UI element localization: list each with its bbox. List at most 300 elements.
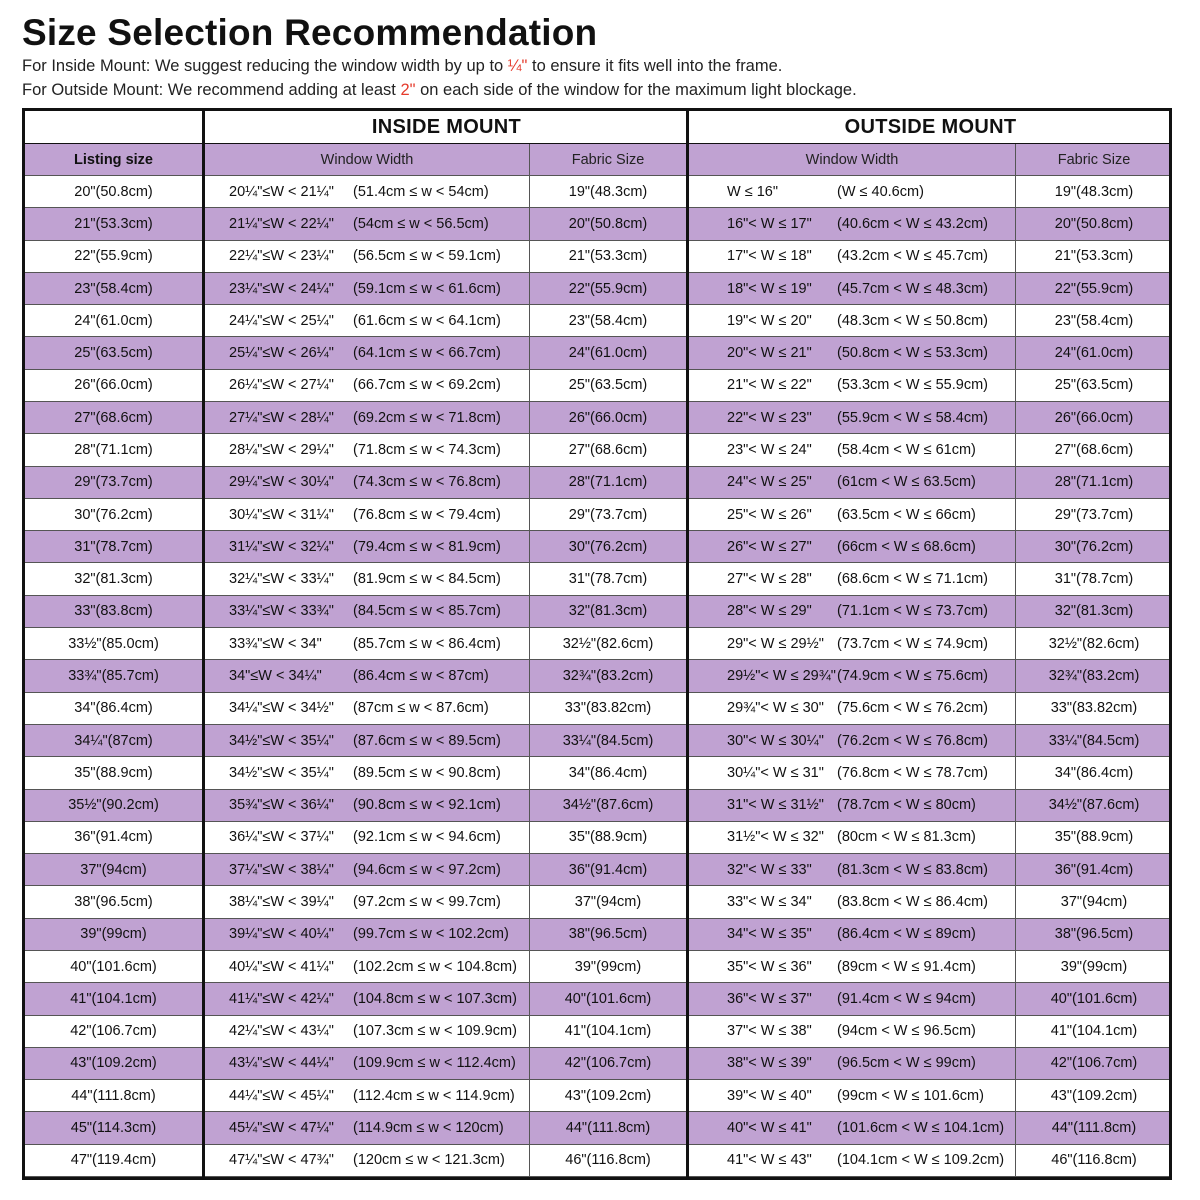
inside-fabric-size-cell: 37"(94cm): [574, 894, 642, 911]
table-row: [25, 886, 1169, 918]
listing-size-cell: 31"(78.7cm): [74, 538, 153, 555]
inside-note-text-end: to ensure it fits well into the frame.: [527, 57, 783, 75]
inside-fabric-size-cell: 19"(48.3cm): [568, 183, 648, 200]
inside-fabric-size-cell: 41"(104.1cm): [564, 1023, 652, 1040]
inside-fabric-size-cell: 32½"(82.6cm): [562, 635, 654, 652]
outside-width-cm: (78.7cm < W ≤ 80cm): [837, 797, 976, 814]
inside-window-width-cell: [205, 402, 530, 433]
listing-size-cell: 41"(104.1cm): [70, 990, 157, 1007]
outside-fabric-size-cell: 39"(99cm): [1060, 958, 1128, 975]
inside-width-cm: (85.7cm ≤ w < 86.4cm): [353, 635, 501, 652]
outside-width-inches: 37"< W ≤ 38": [727, 1023, 812, 1040]
inside-window-width-cell: [205, 208, 530, 239]
inside-fabric-size-cell: 27"(68.6cm): [568, 441, 648, 458]
inside-width-cm: (56.5cm ≤ w < 59.1cm): [353, 248, 501, 265]
inside-width-inches: 47¼"≤W < 47¾": [229, 1152, 334, 1169]
inside-fabric-size-cell: 34"(86.4cm): [568, 764, 648, 781]
inside-window-width-cell: [205, 983, 530, 1014]
inside-width-inches: 22¼"≤W < 23¼": [229, 248, 334, 265]
outside-width-cm: (61cm < W ≤ 63.5cm): [837, 474, 976, 491]
table-row: [25, 402, 1169, 434]
table-row: [25, 499, 1169, 531]
inside-width-cm: (74.3cm ≤ w < 76.8cm): [353, 474, 501, 491]
outside-width-inches: 34"< W ≤ 35": [727, 926, 812, 943]
outside-window-width-cell: [689, 208, 1016, 239]
inside-window-width-cell: [205, 563, 530, 594]
inside-width-cm: (87cm ≤ w < 87.6cm): [353, 700, 489, 717]
inside-fabric-size-cell: 43"(109.2cm): [564, 1087, 652, 1104]
listing-size-cell: 23"(58.4cm): [74, 280, 153, 297]
col-header-outside-width: Window Width: [689, 144, 1016, 175]
outside-fabric-size-cell: 46"(116.8cm): [1051, 1152, 1137, 1169]
inside-width-inches: 34"≤W < 34¼": [229, 667, 322, 684]
outside-note-text: For Outside Mount: We recommend adding at least: [22, 81, 401, 99]
outside-window-width-cell: [689, 790, 1016, 821]
outside-fabric-size-cell: 33"(83.82cm): [1050, 700, 1138, 717]
inside-window-width-cell: [205, 919, 530, 950]
listing-size-cell: 39"(99cm): [80, 926, 147, 943]
outside-fabric-size-cell: 27"(68.6cm): [1054, 441, 1134, 458]
inside-window-width-cell: [205, 854, 530, 885]
outside-window-width-cell: [689, 693, 1016, 724]
table-row: [25, 1145, 1169, 1177]
outside-width-cm: (89cm < W ≤ 91.4cm): [837, 958, 976, 975]
outside-fabric-size-cell: 41"(104.1cm): [1050, 1023, 1138, 1040]
outside-width-inches: 31"< W ≤ 31½": [727, 797, 824, 814]
inside-width-cm: (97.2cm ≤ w < 99.7cm): [353, 894, 501, 911]
outside-width-inches: 27"< W ≤ 28": [727, 571, 812, 588]
inside-window-width-cell: [205, 176, 530, 207]
listing-size-cell: 37"(94cm): [80, 861, 147, 878]
outside-width-cm: (80cm < W ≤ 81.3cm): [837, 829, 976, 846]
outside-window-width-cell: [689, 628, 1016, 659]
table-row: [25, 790, 1169, 822]
outside-width-cm: (58.4cm < W ≤ 61cm): [837, 441, 976, 458]
outside-window-width-cell: [689, 402, 1016, 433]
outside-width-inches: 32"< W ≤ 33": [727, 861, 812, 878]
inside-width-cm: (61.6cm ≤ w < 64.1cm): [353, 312, 501, 329]
inside-window-width-cell: [205, 1016, 530, 1047]
outside-fabric-size-cell: 35"(88.9cm): [1054, 829, 1134, 846]
inside-window-width-cell: [205, 790, 530, 821]
outside-width-inches: 17"< W ≤ 18": [727, 248, 812, 265]
inside-width-cm: (79.4cm ≤ w < 81.9cm): [353, 538, 501, 555]
outside-width-inches: 20"< W ≤ 21": [727, 345, 812, 362]
inside-width-cm: (81.9cm ≤ w < 84.5cm): [353, 571, 501, 588]
outside-fabric-size-cell: 24"(61.0cm): [1054, 345, 1134, 362]
outside-window-width-cell: [689, 241, 1016, 272]
table-row: [25, 337, 1169, 369]
outside-window-width-cell: [689, 822, 1016, 853]
inside-width-inches: 30¼"≤W < 31¼": [229, 506, 334, 523]
outside-width-cm: (48.3cm < W ≤ 50.8cm): [837, 312, 988, 329]
listing-size-cell: 26"(66.0cm): [74, 377, 153, 394]
outside-fabric-size-cell: 38"(96.5cm): [1054, 926, 1134, 943]
outside-width-inches: 25"< W ≤ 26": [727, 506, 812, 523]
listing-size-cell: 36"(91.4cm): [74, 829, 153, 846]
outside-width-inches: 30¼"< W ≤ 31": [727, 764, 824, 781]
inside-width-cm: (90.8cm ≤ w < 92.1cm): [353, 797, 501, 814]
outside-window-width-cell: [689, 854, 1016, 885]
inside-width-inches: 40¼"≤W < 41¼": [229, 958, 334, 975]
inside-width-inches: 45¼"≤W < 47¼": [229, 1120, 334, 1137]
inside-width-cm: (76.8cm ≤ w < 79.4cm): [353, 506, 501, 523]
listing-size-cell: 35"(88.9cm): [74, 764, 153, 781]
table-row: [25, 467, 1169, 499]
outside-fabric-size-cell: 23"(58.4cm): [1054, 312, 1134, 329]
outside-fabric-size-cell: 37"(94cm): [1060, 894, 1128, 911]
table-row: [25, 208, 1169, 240]
outside-width-cm: (75.6cm < W ≤ 76.2cm): [837, 700, 988, 717]
outside-window-width-cell: [689, 983, 1016, 1014]
inside-width-cm: (112.4cm ≤ w < 114.9cm): [353, 1087, 515, 1104]
outside-fabric-size-cell: 26"(66.0cm): [1054, 409, 1134, 426]
listing-size-cell: 28"(71.1cm): [74, 441, 153, 458]
inside-width-cm: (92.1cm ≤ w < 94.6cm): [353, 829, 501, 846]
outside-window-width-cell: [689, 531, 1016, 562]
outside-window-width-cell: [689, 757, 1016, 788]
outside-fabric-size-cell: 28"(71.1cm): [1054, 474, 1134, 491]
listing-size-cell: 38"(96.5cm): [74, 894, 153, 911]
listing-size-cell: 20"(50.8cm): [74, 183, 153, 200]
inside-width-cm: (54cm ≤ w < 56.5cm): [353, 215, 489, 232]
inside-width-cm: (64.1cm ≤ w < 66.7cm): [353, 345, 501, 362]
outside-width-cm: (91.4cm < W ≤ 94cm): [837, 990, 976, 1007]
inside-note-text: For Inside Mount: We suggest reducing the window width by up to: [22, 57, 508, 75]
outside-window-width-cell: [689, 951, 1016, 982]
outside-width-inches: 22"< W ≤ 23": [727, 409, 812, 426]
outside-fabric-size-cell: 19"(48.3cm): [1054, 183, 1134, 200]
inside-fabric-size-cell: 40"(101.6cm): [564, 990, 652, 1007]
outside-fabric-size-cell: 25"(63.5cm): [1054, 377, 1134, 394]
outside-width-cm: (81.3cm < W ≤ 83.8cm): [837, 861, 988, 878]
outside-width-cm: (40.6cm < W ≤ 43.2cm): [837, 215, 988, 232]
listing-size-cell: 33"(83.8cm): [74, 603, 153, 620]
outside-width-cm: (76.8cm < W ≤ 78.7cm): [837, 764, 988, 781]
inside-fabric-size-cell: 38"(96.5cm): [568, 926, 648, 943]
inside-width-inches: 41¼"≤W < 42¼": [229, 990, 334, 1007]
inside-fabric-size-cell: 42"(106.7cm): [564, 1055, 652, 1072]
inside-window-width-cell: [205, 886, 530, 917]
outside-width-inches: 28"< W ≤ 29": [727, 603, 812, 620]
inside-window-width-cell: [205, 434, 530, 465]
outside-window-width-cell: [689, 273, 1016, 304]
listing-size-cell: 34¼"(87cm): [74, 732, 153, 749]
outside-fabric-size-cell: 29"(73.7cm): [1054, 506, 1134, 523]
inside-window-width-cell: [205, 1048, 530, 1079]
inside-mount-note: [22, 56, 782, 76]
column-divider: [202, 111, 205, 1177]
table-row: [25, 983, 1169, 1015]
listing-size-cell: 43"(109.2cm): [70, 1055, 157, 1072]
outside-width-inches: 23"< W ≤ 24": [727, 441, 812, 458]
col-header-listing: Listing size: [25, 144, 203, 175]
inside-width-cm: (86.4cm ≤ w < 87cm): [353, 667, 489, 684]
listing-size-cell: 35½"(90.2cm): [68, 797, 159, 814]
inside-width-inches: 35¾"≤W < 36¼": [229, 797, 334, 814]
listing-size-cell: 29"(73.7cm): [74, 474, 153, 491]
inside-width-inches: 21¼"≤W < 22¼": [229, 215, 334, 232]
outside-window-width-cell: [689, 434, 1016, 465]
inside-width-cm: (120cm ≤ w < 121.3cm): [353, 1152, 505, 1169]
size-table: [22, 108, 1172, 1180]
outside-width-cm: (74.9cm < W ≤ 75.6cm): [837, 667, 988, 684]
col-header-inside-fabric: Fabric Size: [571, 151, 645, 168]
outside-width-inches: 31½"< W ≤ 32": [727, 829, 824, 846]
outside-window-width-cell: [689, 467, 1016, 498]
listing-size-cell: 42"(106.7cm): [70, 1023, 157, 1040]
table-row: [25, 370, 1169, 402]
outside-window-width-cell: [689, 596, 1016, 627]
inside-window-width-cell: [205, 370, 530, 401]
inside-fabric-size-cell: 25"(63.5cm): [568, 377, 648, 394]
inside-window-width-cell: [205, 305, 530, 336]
outside-width-inches: 24"< W ≤ 25": [727, 474, 812, 491]
outside-fabric-size-cell: 36"(91.4cm): [1054, 861, 1134, 878]
table-row: [25, 757, 1169, 789]
outside-fabric-size-cell: 31"(78.7cm): [1054, 571, 1134, 588]
inside-width-cm: (104.8cm ≤ w < 107.3cm): [353, 990, 517, 1007]
outside-width-cm: (101.6cm < W ≤ 104.1cm): [837, 1120, 1005, 1137]
inside-window-width-cell: [205, 1145, 530, 1176]
outside-window-width-cell: [689, 1112, 1016, 1143]
outside-width-cm: (73.7cm < W ≤ 74.9cm): [837, 635, 988, 652]
inside-window-width-cell: [205, 725, 530, 756]
outside-width-cm: (68.6cm < W ≤ 71.1cm): [837, 571, 988, 588]
listing-size-cell: 24"(61.0cm): [74, 312, 153, 329]
listing-size-cell: 25"(63.5cm): [74, 345, 153, 362]
inside-width-inches: 26¼"≤W < 27¼": [229, 377, 334, 394]
inside-fabric-size-cell: 32¾"(83.2cm): [562, 667, 654, 684]
column-header-row: [25, 144, 1169, 176]
table-row: [25, 725, 1169, 757]
inside-fabric-size-cell: 33"(83.82cm): [564, 700, 652, 717]
outside-width-cm: (66cm < W ≤ 68.6cm): [837, 538, 976, 555]
inside-fabric-size-cell: 32"(81.3cm): [568, 603, 648, 620]
inside-fabric-size-cell: 33¼"(84.5cm): [562, 732, 654, 749]
outside-width-cm: (50.8cm < W ≤ 53.3cm): [837, 345, 988, 362]
inside-width-inches: 44¼"≤W < 45¼": [229, 1087, 334, 1104]
inside-mount-header: INSIDE MOUNT: [371, 115, 522, 138]
listing-size-cell: 40"(101.6cm): [70, 958, 157, 975]
outside-width-inches: 39"< W ≤ 40": [727, 1087, 812, 1104]
table-row: [25, 434, 1169, 466]
inside-width-cm: (99.7cm ≤ w < 102.2cm): [353, 926, 509, 943]
inside-width-cm: (107.3cm ≤ w < 109.9cm): [353, 1023, 517, 1040]
outside-window-width-cell: [689, 886, 1016, 917]
outside-width-inches: 41"< W ≤ 43": [727, 1152, 812, 1169]
listing-size-cell: 30"(76.2cm): [74, 506, 153, 523]
outside-fabric-size-cell: 40"(101.6cm): [1050, 990, 1138, 1007]
outside-window-width-cell: [689, 1048, 1016, 1079]
table-row: [25, 596, 1169, 628]
table-row: [25, 919, 1169, 951]
inside-width-cm: (84.5cm ≤ w < 85.7cm): [353, 603, 501, 620]
outside-window-width-cell: [689, 1016, 1016, 1047]
outside-fabric-size-cell: 42"(106.7cm): [1050, 1055, 1138, 1072]
inside-fabric-size-cell: 46"(116.8cm): [565, 1152, 651, 1169]
outside-fabric-size-cell: 21"(53.3cm): [1054, 248, 1134, 265]
inside-fabric-size-cell: 28"(71.1cm): [568, 474, 648, 491]
inside-window-width-cell: [205, 757, 530, 788]
table-row: [25, 1016, 1169, 1048]
outside-note-text-end: on each side of the window for the maximum light blockage.: [415, 81, 857, 99]
outside-width-inches: 36"< W ≤ 37": [727, 990, 812, 1007]
outside-width-inches: 35"< W ≤ 36": [727, 958, 812, 975]
inside-width-cm: (87.6cm ≤ w < 89.5cm): [353, 732, 501, 749]
outside-width-cm: (86.4cm < W ≤ 89cm): [837, 926, 976, 943]
column-divider: [686, 111, 689, 1177]
inside-width-inches: 28¼"≤W < 29¼": [229, 441, 334, 458]
inside-fabric-size-cell: 20"(50.8cm): [568, 215, 648, 232]
outside-window-width-cell: [689, 499, 1016, 530]
outside-width-inches: 29½"< W ≤ 29¾": [727, 667, 836, 684]
inside-window-width-cell: [205, 822, 530, 853]
outside-window-width-cell: [689, 370, 1016, 401]
inside-fabric-size-cell: 39"(99cm): [574, 958, 642, 975]
outside-window-width-cell: [689, 563, 1016, 594]
inside-width-inches: 43¼"≤W < 44¼": [229, 1055, 334, 1072]
outside-width-inches: 29"< W ≤ 29½": [727, 635, 824, 652]
listing-size-cell: 33¾"(85.7cm): [68, 667, 159, 684]
inside-fabric-size-cell: 29"(73.7cm): [568, 506, 648, 523]
outside-width-cm: (71.1cm < W ≤ 73.7cm): [837, 603, 988, 620]
listing-size-cell: 32"(81.3cm): [74, 571, 153, 588]
outside-fabric-size-cell: 44"(111.8cm): [1051, 1120, 1137, 1137]
outside-width-cm: (W ≤ 40.6cm): [837, 183, 924, 200]
outside-fabric-size-cell: 32½"(82.6cm): [1048, 635, 1140, 652]
outside-width-cm: (63.5cm < W ≤ 66cm): [837, 506, 976, 523]
table-row: [25, 822, 1169, 854]
outside-window-width-cell: [689, 1080, 1016, 1111]
inside-window-width-cell: [205, 531, 530, 562]
inside-window-width-cell: [205, 499, 530, 530]
inside-window-width-cell: [205, 693, 530, 724]
listing-size-cell: 22"(55.9cm): [74, 248, 153, 265]
inside-window-width-cell: [205, 596, 530, 627]
inside-width-inches: 20¼"≤W < 21¼": [229, 183, 334, 200]
listing-size-cell: 44"(111.8cm): [71, 1087, 156, 1104]
outside-width-cm: (53.3cm < W ≤ 55.9cm): [837, 377, 988, 394]
outside-mount-note: [22, 80, 857, 100]
outside-width-cm: (94cm < W ≤ 96.5cm): [837, 1023, 976, 1040]
inside-width-inches: 31¼"≤W < 32¼": [229, 538, 334, 555]
inside-width-cm: (89.5cm ≤ w < 90.8cm): [353, 764, 501, 781]
outside-mount-header: OUTSIDE MOUNT: [844, 115, 1017, 138]
inside-window-width-cell: [205, 1112, 530, 1143]
outside-width-cm: (55.9cm < W ≤ 58.4cm): [837, 409, 988, 426]
inside-width-inches: 34¼"≤W < 34½": [229, 700, 334, 717]
group-header-row: [25, 111, 1169, 144]
outside-width-cm: (45.7cm < W ≤ 48.3cm): [837, 280, 988, 297]
outside-fabric-size-cell: 34½"(87.6cm): [1048, 797, 1140, 814]
inside-width-cm: (109.9cm ≤ w < 112.4cm): [353, 1055, 516, 1072]
outside-window-width-cell: [689, 660, 1016, 691]
inside-window-width-cell: [205, 467, 530, 498]
inside-fabric-size-cell: 44"(111.8cm): [565, 1120, 651, 1137]
inside-fabric-size-cell: 24"(61.0cm): [568, 345, 648, 362]
listing-size-cell: 27"(68.6cm): [74, 409, 153, 426]
page-title: Size Selection Recommendation: [22, 12, 598, 53]
inside-width-cm: (69.2cm ≤ w < 71.8cm): [353, 409, 501, 426]
inside-window-width-cell: [205, 241, 530, 272]
col-header-outside-fabric: Fabric Size: [1057, 151, 1131, 168]
table-row: [25, 1080, 1169, 1112]
inside-width-inches: 27¼"≤W < 28¼": [229, 409, 334, 426]
outside-fabric-size-cell: 32¾"(83.2cm): [1048, 667, 1140, 684]
table-row: [25, 273, 1169, 305]
outside-fabric-size-cell: 43"(109.2cm): [1050, 1087, 1138, 1104]
outside-fabric-size-cell: 20"(50.8cm): [1054, 215, 1134, 232]
table-row: [25, 628, 1169, 660]
inside-width-inches: 36¼"≤W < 37¼": [229, 829, 334, 846]
inside-fabric-size-cell: 34½"(87.6cm): [562, 797, 654, 814]
inside-width-inches: 32¼"≤W < 33¼": [229, 571, 334, 588]
inside-width-inches: 38¼"≤W < 39¼": [229, 894, 334, 911]
outside-fabric-size-cell: 30"(76.2cm): [1054, 538, 1134, 555]
table-row: [25, 305, 1169, 337]
col-header-inside-width: Window Width: [205, 144, 530, 175]
table-row: [25, 1112, 1169, 1144]
outside-fabric-size-cell: 22"(55.9cm): [1054, 280, 1134, 297]
inside-fabric-size-cell: 30"(76.2cm): [568, 538, 648, 555]
inside-width-cm: (59.1cm ≤ w < 61.6cm): [353, 280, 501, 297]
inside-window-width-cell: [205, 273, 530, 304]
table-row: [25, 241, 1169, 273]
outside-width-inches: 29¾"< W ≤ 30": [727, 700, 824, 717]
inside-note-highlight: ¼": [507, 57, 528, 75]
table-row: [25, 660, 1169, 692]
inside-width-cm: (94.6cm ≤ w < 97.2cm): [353, 861, 501, 878]
inside-width-inches: 34½"≤W < 35¼": [229, 764, 334, 781]
outside-width-inches: W ≤ 16": [727, 183, 778, 200]
outside-width-cm: (76.2cm < W ≤ 76.8cm): [837, 732, 988, 749]
outside-window-width-cell: [689, 919, 1016, 950]
inside-fabric-size-cell: 21"(53.3cm): [568, 248, 648, 265]
inside-width-inches: 25¼"≤W < 26¼": [229, 345, 334, 362]
outside-width-inches: 21"< W ≤ 22": [727, 377, 812, 394]
table-row: [25, 854, 1169, 886]
inside-window-width-cell: [205, 337, 530, 368]
outside-fabric-size-cell: 33¼"(84.5cm): [1048, 732, 1140, 749]
outside-window-width-cell: [689, 176, 1016, 207]
outside-window-width-cell: [689, 337, 1016, 368]
inside-width-inches: 42¼"≤W < 43¼": [229, 1023, 334, 1040]
outside-width-cm: (104.1cm < W ≤ 109.2cm): [837, 1152, 1005, 1169]
inside-width-cm: (51.4cm ≤ w < 54cm): [353, 183, 489, 200]
inside-width-inches: 37¼"≤W < 38¼": [229, 861, 334, 878]
outside-width-inches: 19"< W ≤ 20": [727, 312, 812, 329]
outside-width-inches: 26"< W ≤ 27": [727, 538, 812, 555]
inside-width-inches: 23¼"≤W < 24¼": [229, 280, 334, 297]
inside-window-width-cell: [205, 951, 530, 982]
inside-fabric-size-cell: 36"(91.4cm): [568, 861, 648, 878]
inside-fabric-size-cell: 22"(55.9cm): [568, 280, 648, 297]
outside-width-inches: 16"< W ≤ 17": [727, 215, 812, 232]
table-row: [25, 176, 1169, 208]
outside-window-width-cell: [689, 725, 1016, 756]
outside-fabric-size-cell: 34"(86.4cm): [1054, 764, 1134, 781]
inside-fabric-size-cell: 23"(58.4cm): [568, 312, 648, 329]
outside-width-cm: (83.8cm < W ≤ 86.4cm): [837, 894, 988, 911]
outside-width-inches: 30"< W ≤ 30¼": [727, 732, 824, 749]
listing-size-cell: 21"(53.3cm): [74, 215, 153, 232]
inside-width-inches: 39¼"≤W < 40¼": [229, 926, 334, 943]
table-row: [25, 693, 1169, 725]
inside-fabric-size-cell: 26"(66.0cm): [568, 409, 648, 426]
inside-width-cm: (102.2cm ≤ w < 104.8cm): [353, 958, 517, 975]
outside-note-highlight: 2": [400, 81, 416, 99]
